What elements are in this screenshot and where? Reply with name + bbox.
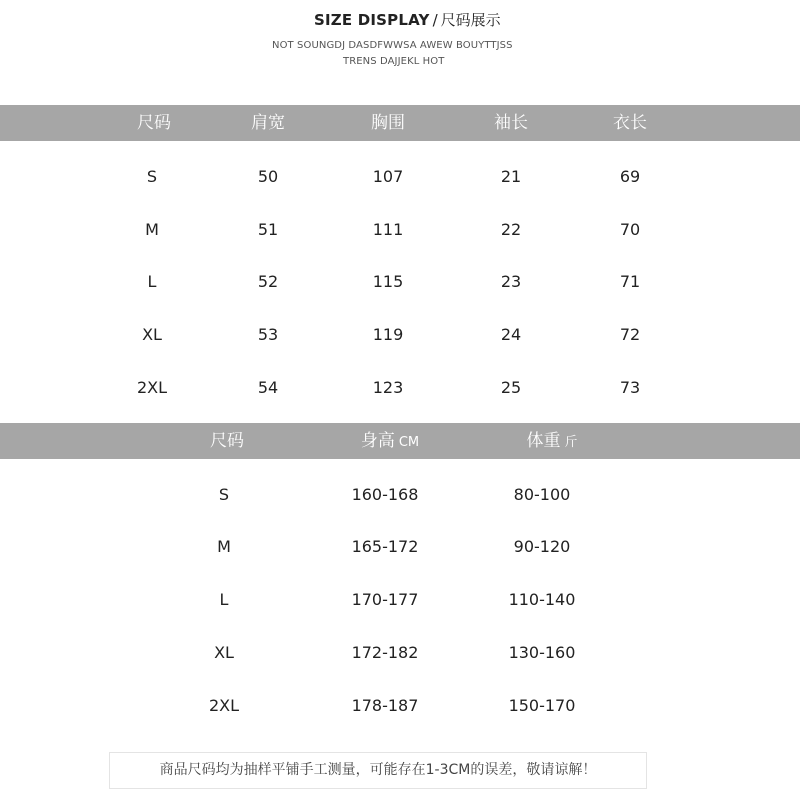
cell-height: 160-168	[351, 485, 419, 504]
cell-shoulder: 50	[257, 167, 279, 186]
cell-weight: 90-120	[513, 537, 571, 556]
cell-height: 165-172	[351, 537, 419, 556]
cell-weight: 80-100	[513, 485, 571, 504]
table-row	[0, 373, 800, 403]
cell-weight: 150-170	[508, 696, 576, 715]
header-weight-unit: 斤	[564, 435, 578, 450]
cell-weight: 130-160	[508, 643, 576, 662]
subtitle-line-2: TRENS DAJJEKL HOT	[343, 56, 445, 67]
cell-height: 172-182	[351, 643, 419, 662]
table-row	[0, 691, 800, 721]
table-row	[0, 215, 800, 245]
cell-size: L	[219, 590, 229, 609]
cell-chest: 115	[372, 272, 404, 291]
cell-length: 73	[619, 378, 641, 397]
table-row	[0, 585, 800, 615]
cell-size: M	[217, 537, 231, 556]
header-size: 尺码	[137, 113, 171, 133]
cell-shoulder: 53	[257, 325, 279, 344]
cell-sleeve: 22	[500, 220, 522, 239]
cell-length: 70	[619, 220, 641, 239]
cell-shoulder: 51	[257, 220, 279, 239]
header-weight	[492, 423, 612, 459]
header-chest: 胸围	[371, 113, 405, 133]
header-length: 衣长	[613, 113, 647, 133]
header-size	[177, 423, 277, 459]
cell-size: L	[147, 272, 157, 291]
cell-weight: 110-140	[508, 590, 576, 609]
table-row	[0, 162, 800, 192]
cell-size: XL	[214, 643, 234, 662]
page-title	[314, 9, 501, 30]
cell-length: 69	[619, 167, 641, 186]
table-row	[0, 638, 800, 668]
measurement-table-header	[0, 105, 800, 141]
title-english: SIZE DISPLAY	[314, 11, 430, 29]
table-row	[0, 532, 800, 562]
header-size-label: 尺码	[210, 431, 244, 451]
size-display-header	[0, 0, 800, 105]
header-height-unit: CM	[398, 435, 420, 450]
cell-length: 72	[619, 325, 641, 344]
header-height-label: 身高	[360, 431, 395, 451]
cell-sleeve: 24	[500, 325, 522, 344]
header-sleeve: 袖长	[494, 113, 528, 133]
cell-height: 170-177	[351, 590, 419, 609]
cell-height: 178-187	[351, 696, 419, 715]
header-weight-label: 体重	[526, 431, 561, 451]
cell-chest: 111	[372, 220, 404, 239]
table-row	[0, 320, 800, 350]
cell-size: 2XL	[208, 696, 240, 715]
title-chinese: 尺码展示	[440, 11, 501, 29]
cell-shoulder: 52	[257, 272, 279, 291]
table-row	[0, 267, 800, 297]
header-height	[330, 423, 450, 459]
cell-chest: 107	[372, 167, 404, 186]
table-row	[0, 480, 800, 510]
cell-size: S	[146, 167, 158, 186]
subtitle-line-1: NOT SOUNGDJ DASDFWWSA AWEW BOUYTTJSS	[272, 40, 513, 51]
title-separator: /	[432, 11, 438, 29]
cell-length: 71	[619, 272, 641, 291]
cell-size: S	[218, 485, 230, 504]
cell-size: XL	[142, 325, 162, 344]
cell-sleeve: 21	[500, 167, 522, 186]
disclaimer-text: 商品尺码均为抽样平铺手工测量，可能存在1-3CM的误差，敬请谅解！	[159, 762, 597, 778]
cell-sleeve: 23	[500, 272, 522, 291]
recommendation-table-header	[0, 423, 800, 459]
cell-chest: 123	[372, 378, 404, 397]
cell-chest: 119	[372, 325, 404, 344]
cell-size: 2XL	[136, 378, 168, 397]
cell-shoulder: 54	[257, 378, 279, 397]
cell-size: M	[145, 220, 159, 239]
header-shoulder: 肩宽	[251, 113, 285, 133]
measurement-disclaimer	[109, 752, 647, 789]
cell-sleeve: 25	[500, 378, 522, 397]
